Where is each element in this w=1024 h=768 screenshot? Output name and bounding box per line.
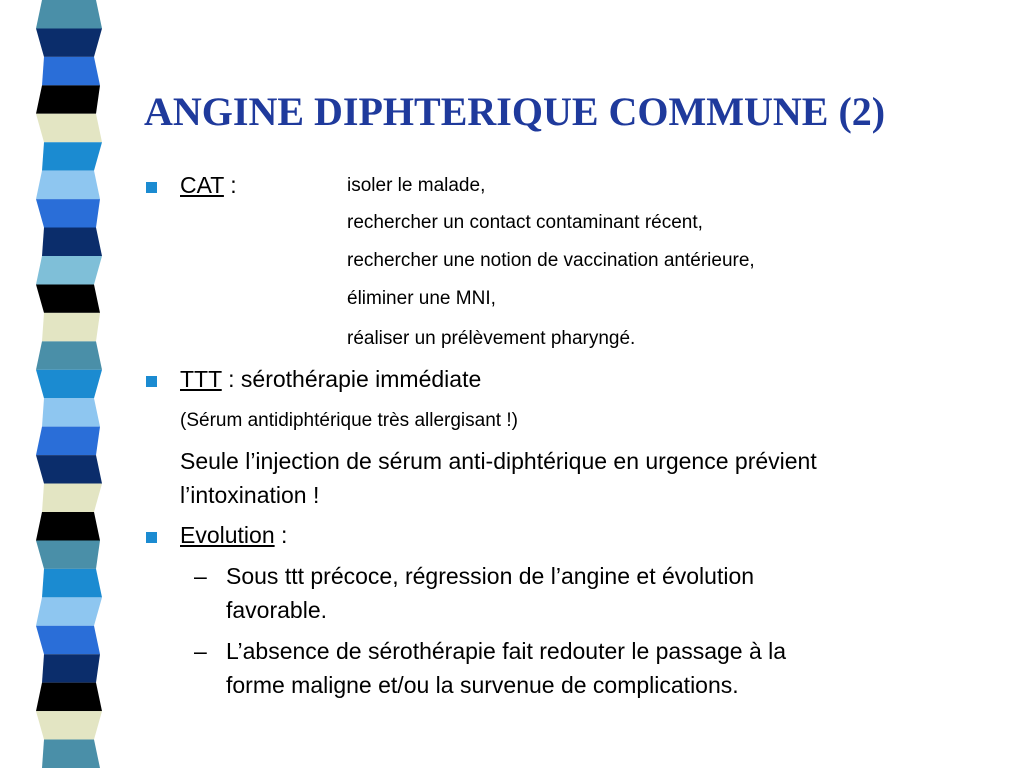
stripe-segment — [42, 740, 100, 768]
evolution-subitem-line: forme maligne et/ou la survenue de complications. — [226, 672, 739, 698]
square-bullet-icon — [146, 182, 157, 193]
stripe-segment — [36, 512, 100, 540]
stripe-segment — [36, 597, 102, 625]
stripe-segment — [36, 114, 102, 142]
cat-item: rechercher un contact contaminant récent, — [347, 212, 703, 233]
evolution-subitem-line: favorable. — [226, 597, 328, 623]
slide-title: ANGINE DIPHTERIQUE COMMUNE (2) — [144, 89, 886, 134]
stripe-segment — [42, 57, 100, 85]
ttt-note: (Sérum antidiphtérique très allergisant !) — [180, 410, 518, 431]
dash-bullet: – — [194, 638, 207, 664]
cat-item: éliminer une MNI, — [347, 288, 496, 309]
cat-item: réaliser un prélèvement pharyngé. — [347, 328, 636, 349]
ttt-line: Seule l’injection de sérum anti-diphtérique en urgence prévient — [180, 448, 817, 474]
evolution-label: Evolution — [180, 522, 275, 548]
stripe-segment — [36, 199, 100, 227]
cat-item: rechercher une notion de vaccination antérieure, — [347, 250, 755, 271]
stripe-segment — [36, 284, 100, 312]
stripe-segment — [36, 171, 100, 199]
ttt-line: l’intoxination ! — [180, 482, 320, 508]
cat-label: CAT — [180, 172, 224, 198]
stripe-segment — [36, 683, 102, 711]
square-bullet-icon — [146, 376, 157, 387]
stripe-segment — [42, 142, 102, 170]
cat-item: isoler le malade, — [347, 175, 486, 196]
stripe-segment — [36, 626, 100, 654]
square-bullet-icon — [146, 532, 157, 543]
dash-bullet: – — [194, 563, 207, 589]
stripe-segment — [36, 28, 102, 56]
stripe-segment — [36, 256, 102, 284]
stripe-segment — [42, 654, 100, 682]
cat-heading — [180, 172, 237, 199]
evolution-subitem-line: L’absence de sérothérapie fait redouter le passage à la — [226, 638, 787, 664]
stripe-segment — [36, 711, 102, 739]
decorative-stripe — [0, 0, 118, 768]
stripe-segment — [36, 427, 100, 455]
cat-separator: : — [223, 172, 237, 198]
stripe-segment — [42, 398, 100, 426]
ttt-text: : sérothérapie immédiate — [221, 366, 482, 392]
stripe-segment — [36, 0, 102, 28]
stripe-segment — [42, 484, 102, 512]
stripe-segment — [36, 370, 102, 398]
stripe-segment — [36, 540, 100, 568]
stripe-segment — [36, 85, 100, 113]
evolution-separator: : — [274, 522, 288, 548]
stripe-segment — [42, 313, 100, 341]
stripe-segment — [42, 228, 102, 256]
ttt-label: TTT — [180, 366, 222, 392]
stripe-segment — [42, 569, 102, 597]
evolution-heading — [180, 522, 287, 549]
ttt-heading — [180, 366, 481, 393]
stripe-segment — [36, 341, 102, 369]
evolution-subitem-line: Sous ttt précoce, régression de l’angine et évolution — [226, 563, 755, 589]
stripe-segment — [36, 455, 102, 483]
